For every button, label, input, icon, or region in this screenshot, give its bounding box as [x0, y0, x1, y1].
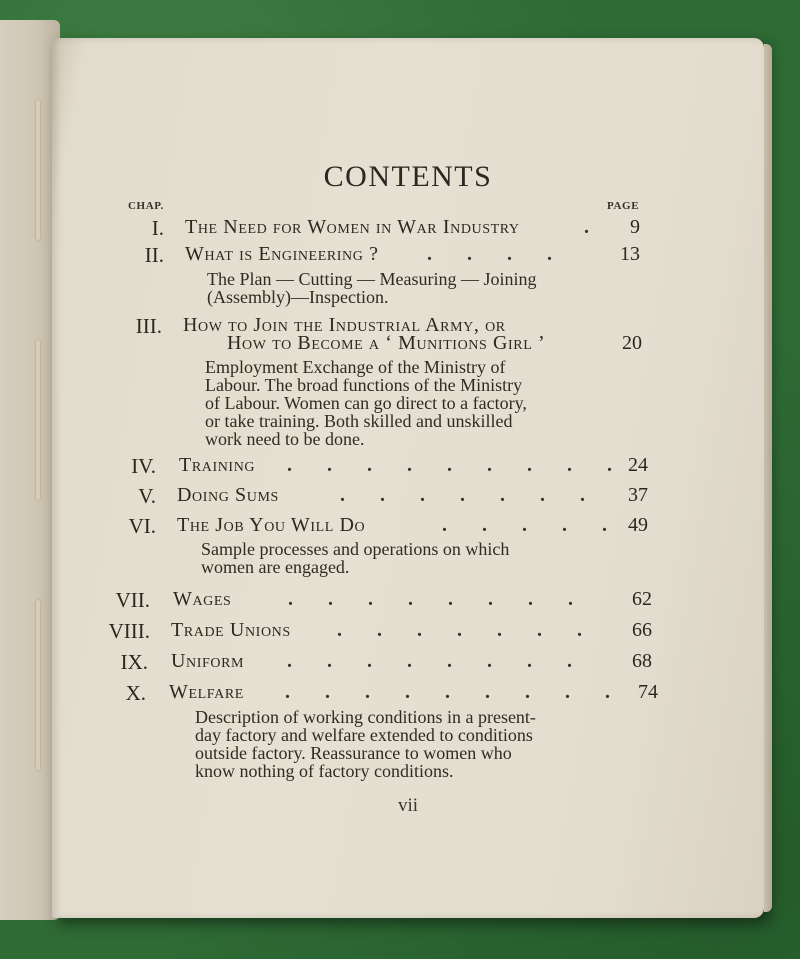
chapter-title: The Job You Will Do	[177, 514, 366, 536]
page-number: 62	[632, 588, 652, 610]
chapter-title: Uniform	[171, 650, 245, 672]
chapter-description: The Plan — Cutting — Measuring — Joining (Assembly)—Inspection.	[207, 269, 537, 307]
page-number: 13	[620, 243, 640, 265]
leader-dots: . . . .	[427, 243, 552, 265]
contents-page	[52, 38, 764, 918]
chapter-title-line-2: How to Become a ‘ Munitions Girl ’	[227, 332, 546, 354]
chapter-title: Doing Sums	[177, 484, 279, 506]
binding-thread	[36, 100, 40, 240]
leader-dots: . . . . . . .	[340, 484, 585, 506]
page-folio: vii	[397, 795, 419, 816]
leader-dots: . . . . . . . .	[287, 650, 572, 672]
chapter-number: III.	[135, 314, 162, 338]
leader-dots: .	[584, 216, 589, 238]
chapter-title: Wages	[173, 588, 232, 610]
chapter-title: What is Engineering ?	[185, 243, 379, 265]
chapter-title: How to Join the Industrial Army, or	[183, 314, 506, 336]
page-number: 66	[632, 619, 652, 641]
page-number: 24	[628, 454, 648, 476]
page-number: 9	[630, 216, 640, 238]
page-number: 49	[628, 514, 648, 536]
leader-dots: . . . . . . . . .	[287, 454, 612, 476]
leader-dots: . . . . . . . . .	[285, 681, 610, 703]
leader-dots: . . . . .	[442, 514, 607, 536]
chapter-number: IV.	[131, 454, 156, 478]
chapter-number: VII.	[115, 588, 150, 612]
chapter-number: V.	[138, 484, 156, 508]
chapter-title: Welfare	[169, 681, 244, 703]
chapter-number: X.	[125, 681, 146, 705]
chapter-number: VIII.	[108, 619, 150, 643]
chapter-description: Description of working conditions in a present- day factory and welfare extended to conditions outside factory. Reassurance to women who know nothing of factory conditions.	[195, 707, 536, 781]
chap-column-label: CHAP.	[128, 200, 164, 212]
page-number: 74	[638, 681, 658, 703]
page-number: 68	[632, 650, 652, 672]
page-title: CONTENTS	[323, 160, 493, 193]
binding-thread	[36, 600, 40, 770]
chapter-title: Trade Unions	[171, 619, 291, 641]
chapter-number: IX.	[120, 650, 148, 674]
leader-dots: . . . . . . . .	[288, 588, 573, 610]
left-page-edge	[0, 20, 60, 920]
page-column-label: PAGE	[607, 200, 640, 212]
page-number: 20	[622, 332, 642, 354]
chapter-title: The Need for Women in War Industry	[185, 216, 520, 238]
binding-thread	[36, 340, 40, 500]
chapter-description: Sample processes and operations on which women are engaged.	[201, 539, 510, 577]
chapter-number: I.	[151, 216, 164, 240]
page-number: 37	[628, 484, 648, 506]
chapter-number: II.	[144, 243, 164, 267]
page-edge	[764, 44, 772, 912]
chapter-description: Employment Exchange of the Ministry of Labour. The broad functions of the Ministry of Labour. Women can go direct to a factory, or take training. Both skilled and unskilled work need to be done.	[205, 357, 527, 449]
chapter-number: VI.	[128, 514, 156, 538]
leader-dots: . . . . . . .	[337, 619, 582, 641]
chapter-title: Training	[179, 454, 256, 476]
